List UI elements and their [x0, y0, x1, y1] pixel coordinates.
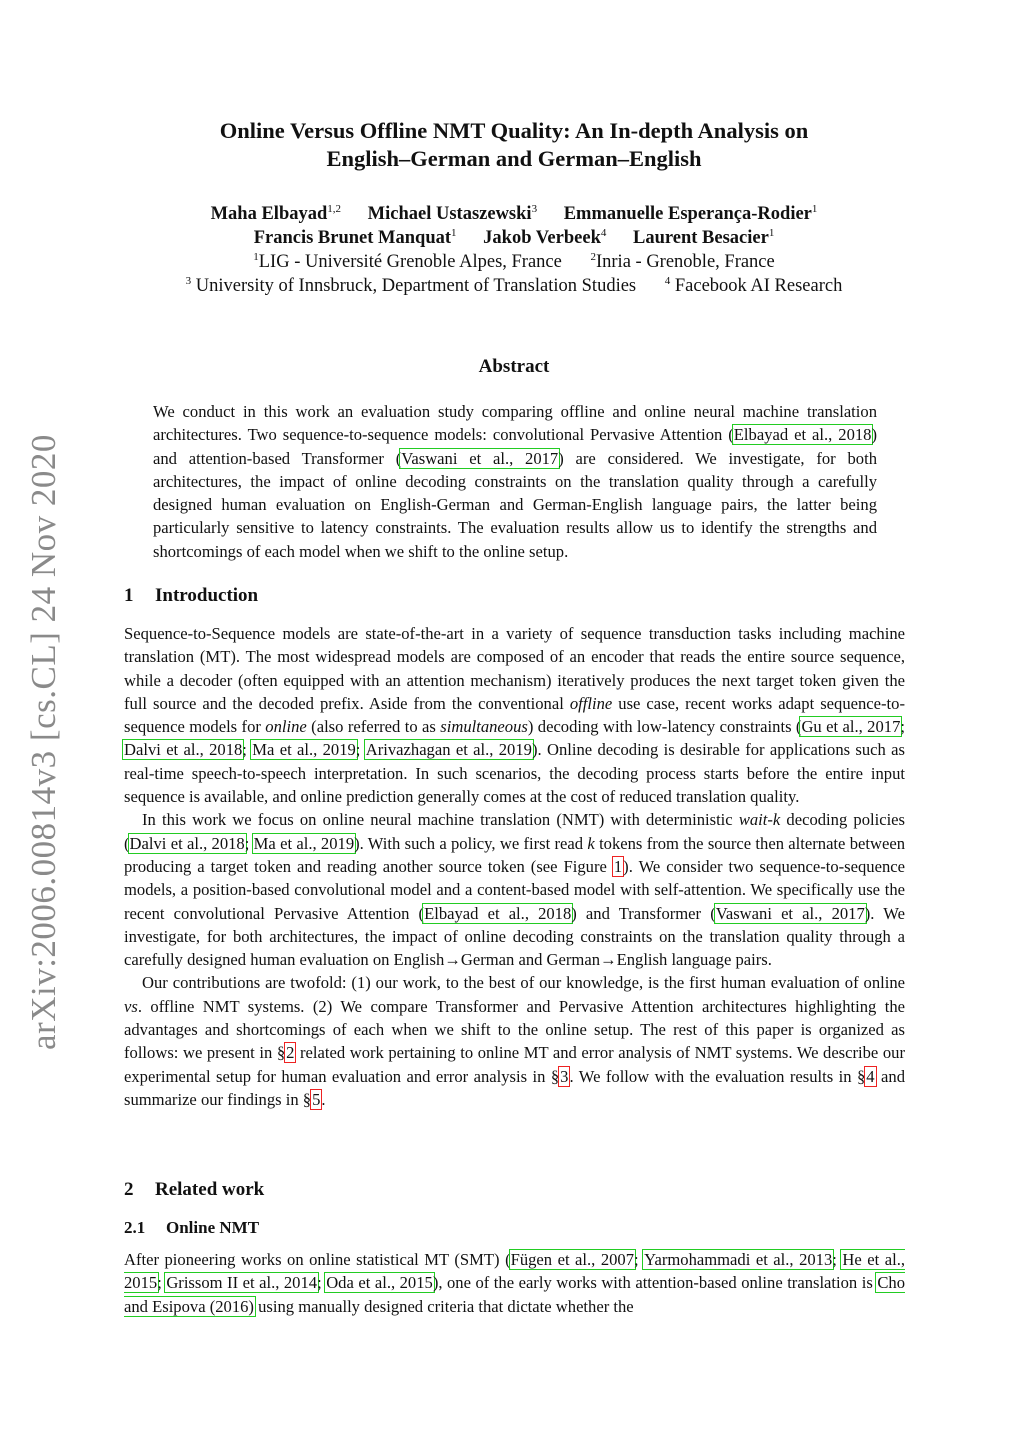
author-name: Maha Elbayad$^{1,2}$: [210, 203, 342, 224]
title-line-2: English–German and German–English: [326, 146, 702, 171]
paragraph: Sequence-to-Sequence models are state-of-the-art in a variety of sequence transduction tasks including machine translation (MT). The most widespread models are composed of an encoder that reads the entire source sequence, while a decoder (often equipped with an attention mechanism) iteratively produces the next target token given the full source and the decoded prefix. Aside from the conventional offline use case, recent works adapt sequence-to-sequence models for online (also referred to as simultaneous) decoding with low-latency constraints (Gu et al., 2017; Dalvi et al., 2018; Ma et al., 2019; Arivazhagan et al., 2019). Online decoding is desirable for applications such as real-time speech-to-speech interpretation. In such scenarios, the decoding process starts before the entire input sequence is available, and online prediction generally comes at the cost of reduced translation quality.: [124, 624, 905, 807]
figure-reference-link[interactable]: 1: [613, 856, 623, 876]
section-reference-link[interactable]: 3: [560, 1066, 569, 1086]
section-heading-introduction: 1 Introduction: [124, 585, 259, 606]
citation-link[interactable]: Dalvi et al., 2018: [129, 833, 245, 853]
citation-link[interactable]: Elbayad et al., 2018: [733, 425, 872, 445]
arxiv-identifier: arXiv:2006.00814v3 [cs.CL] 24 Nov 2020: [24, 434, 63, 1050]
abstract-body: We conduct in this work an evaluation study comparing offline and online neural machine translation architectures. Two sequence-to-sequence models: convolutional Pervasive Attention (Elbayad et al., 2018) and attention-based Transformer (Vaswani et al., 2017) are considered. We investigate, for both architectures, the impact of online decoding constraints on the translation quality through a carefully designed human evaluation on English-German and German-English language pairs, the latter being particularly sensitive to latency constraints. The evaluation results allow us to identify the strengths and shortcomings of each model when we shift to the online setup.: [153, 402, 878, 561]
author-line-1: [124, 202, 904, 226]
citation-link[interactable]: Vaswani et al., 2017: [715, 903, 865, 923]
citation-link[interactable]: Fügen et al., 2007: [510, 1250, 635, 1269]
citation-link[interactable]: Cho and Esipova (2016): [124, 1273, 905, 1316]
affiliation: $^3$ University of Innsbruck, Department of Translation Studies: [185, 275, 637, 296]
author-block: [124, 202, 904, 298]
citation-link[interactable]: Ma et al., 2019: [252, 740, 356, 760]
paragraph: In this work we focus on online neural machine translation (NMT) with deterministic wait-k decoding policies (Dalvi et al., 2018; Ma et al., 2019). With such a policy, we first read k tokens from the source then alternate between producing a target token and reading another source token (see Figure 1). We consider two sequence-to-sequence models, a position-based convolutional model and a content-based model with self-attention. We specifically use the recent convolutional Pervasive Attention (Elbayad et al., 2018) and Transformer (Vaswani et al., 2017). We investigate, for both architectures, the impact of online decoding constraints on the translation quality through a carefully designed human evaluation on English→German and German→English language pairs.: [124, 810, 906, 970]
introduction-body: [124, 622, 905, 1111]
citation-link[interactable]: Oda et al., 2015: [326, 1273, 433, 1293]
section-reference-link[interactable]: 2: [286, 1043, 295, 1063]
affiliation: $^2$Inria - Grenoble, France: [590, 251, 775, 272]
citation-link[interactable]: Dalvi et al., 2018: [124, 740, 243, 760]
author-name: Laurent Besacier$^1$: [632, 227, 775, 248]
citation-link[interactable]: He et al., 2015: [124, 1250, 906, 1293]
citation-link[interactable]: Arivazhagan et al., 2019: [365, 740, 532, 760]
paragraph: Our contributions are twofold: (1) our work, to the best of our knowledge, is the first human evaluation of online vs. offline NMT systems. (2) We compare Transformer and Pervasive Attention architectures highlighting the advantages and shortcomings of each when we shift to the online setup. The rest of this paper is organized as follows: we present in §2 related work pertaining to online MT and error analysis of NMT systems. We describe our experimental setup for human evaluation and error analysis in §3. We follow with the evaluation results in §4 and summarize our findings in §5.: [124, 973, 905, 1109]
affiliation-line-1: [124, 250, 904, 274]
affiliation-line-2: [124, 274, 904, 298]
author-name: Jakob Verbeek$^4$: [483, 227, 607, 248]
related-work-body: [124, 1248, 905, 1318]
author-line-2: [124, 226, 904, 250]
citation-link[interactable]: Grissom II et al., 2014: [166, 1273, 318, 1293]
section-reference-link[interactable]: 5: [312, 1089, 321, 1109]
abstract-heading: Abstract: [478, 356, 550, 377]
citation-link[interactable]: Elbayad et al., 2018: [424, 903, 572, 923]
subsection-heading-online-nmt: 2.1 Online NMT: [124, 1218, 260, 1237]
citation-link[interactable]: Yarmohammadi et al., 2013: [644, 1250, 833, 1269]
section-heading-related-work: 2 Related work: [124, 1179, 265, 1200]
affiliation: $^4$ Facebook AI Research: [664, 275, 843, 296]
author-name: Francis Brunet Manquat$^1$: [253, 227, 457, 248]
section-reference-link[interactable]: 4: [866, 1066, 875, 1086]
citation-link[interactable]: Gu et al., 2017: [801, 717, 901, 737]
paper-title: [124, 117, 904, 173]
paragraph: After pioneering works on online statistical MT (SMT) (Fügen et al., 2007; Yarmohammadi et al., 2013; He et al., 2015; Grissom II et al., 2014; Oda et al., 2015), one of the early works with attention-based online translation is Cho and Esipova (2016) using manually designed criteria that dictate whether the: [124, 1250, 906, 1316]
title-line-1: Online Versus Offline NMT Quality: An In-depth Analysis on: [219, 118, 809, 143]
citation-link[interactable]: Ma et al., 2019: [253, 833, 355, 853]
author-name: Michael Ustaszewski$^3$: [367, 203, 538, 224]
affiliation: $^1$LIG - Université Grenoble Alpes, France: [253, 251, 562, 272]
citation-link[interactable]: Vaswani et al., 2017: [401, 448, 559, 468]
author-name: Emmanuelle Esperança-Rodier$^1$: [563, 203, 818, 224]
